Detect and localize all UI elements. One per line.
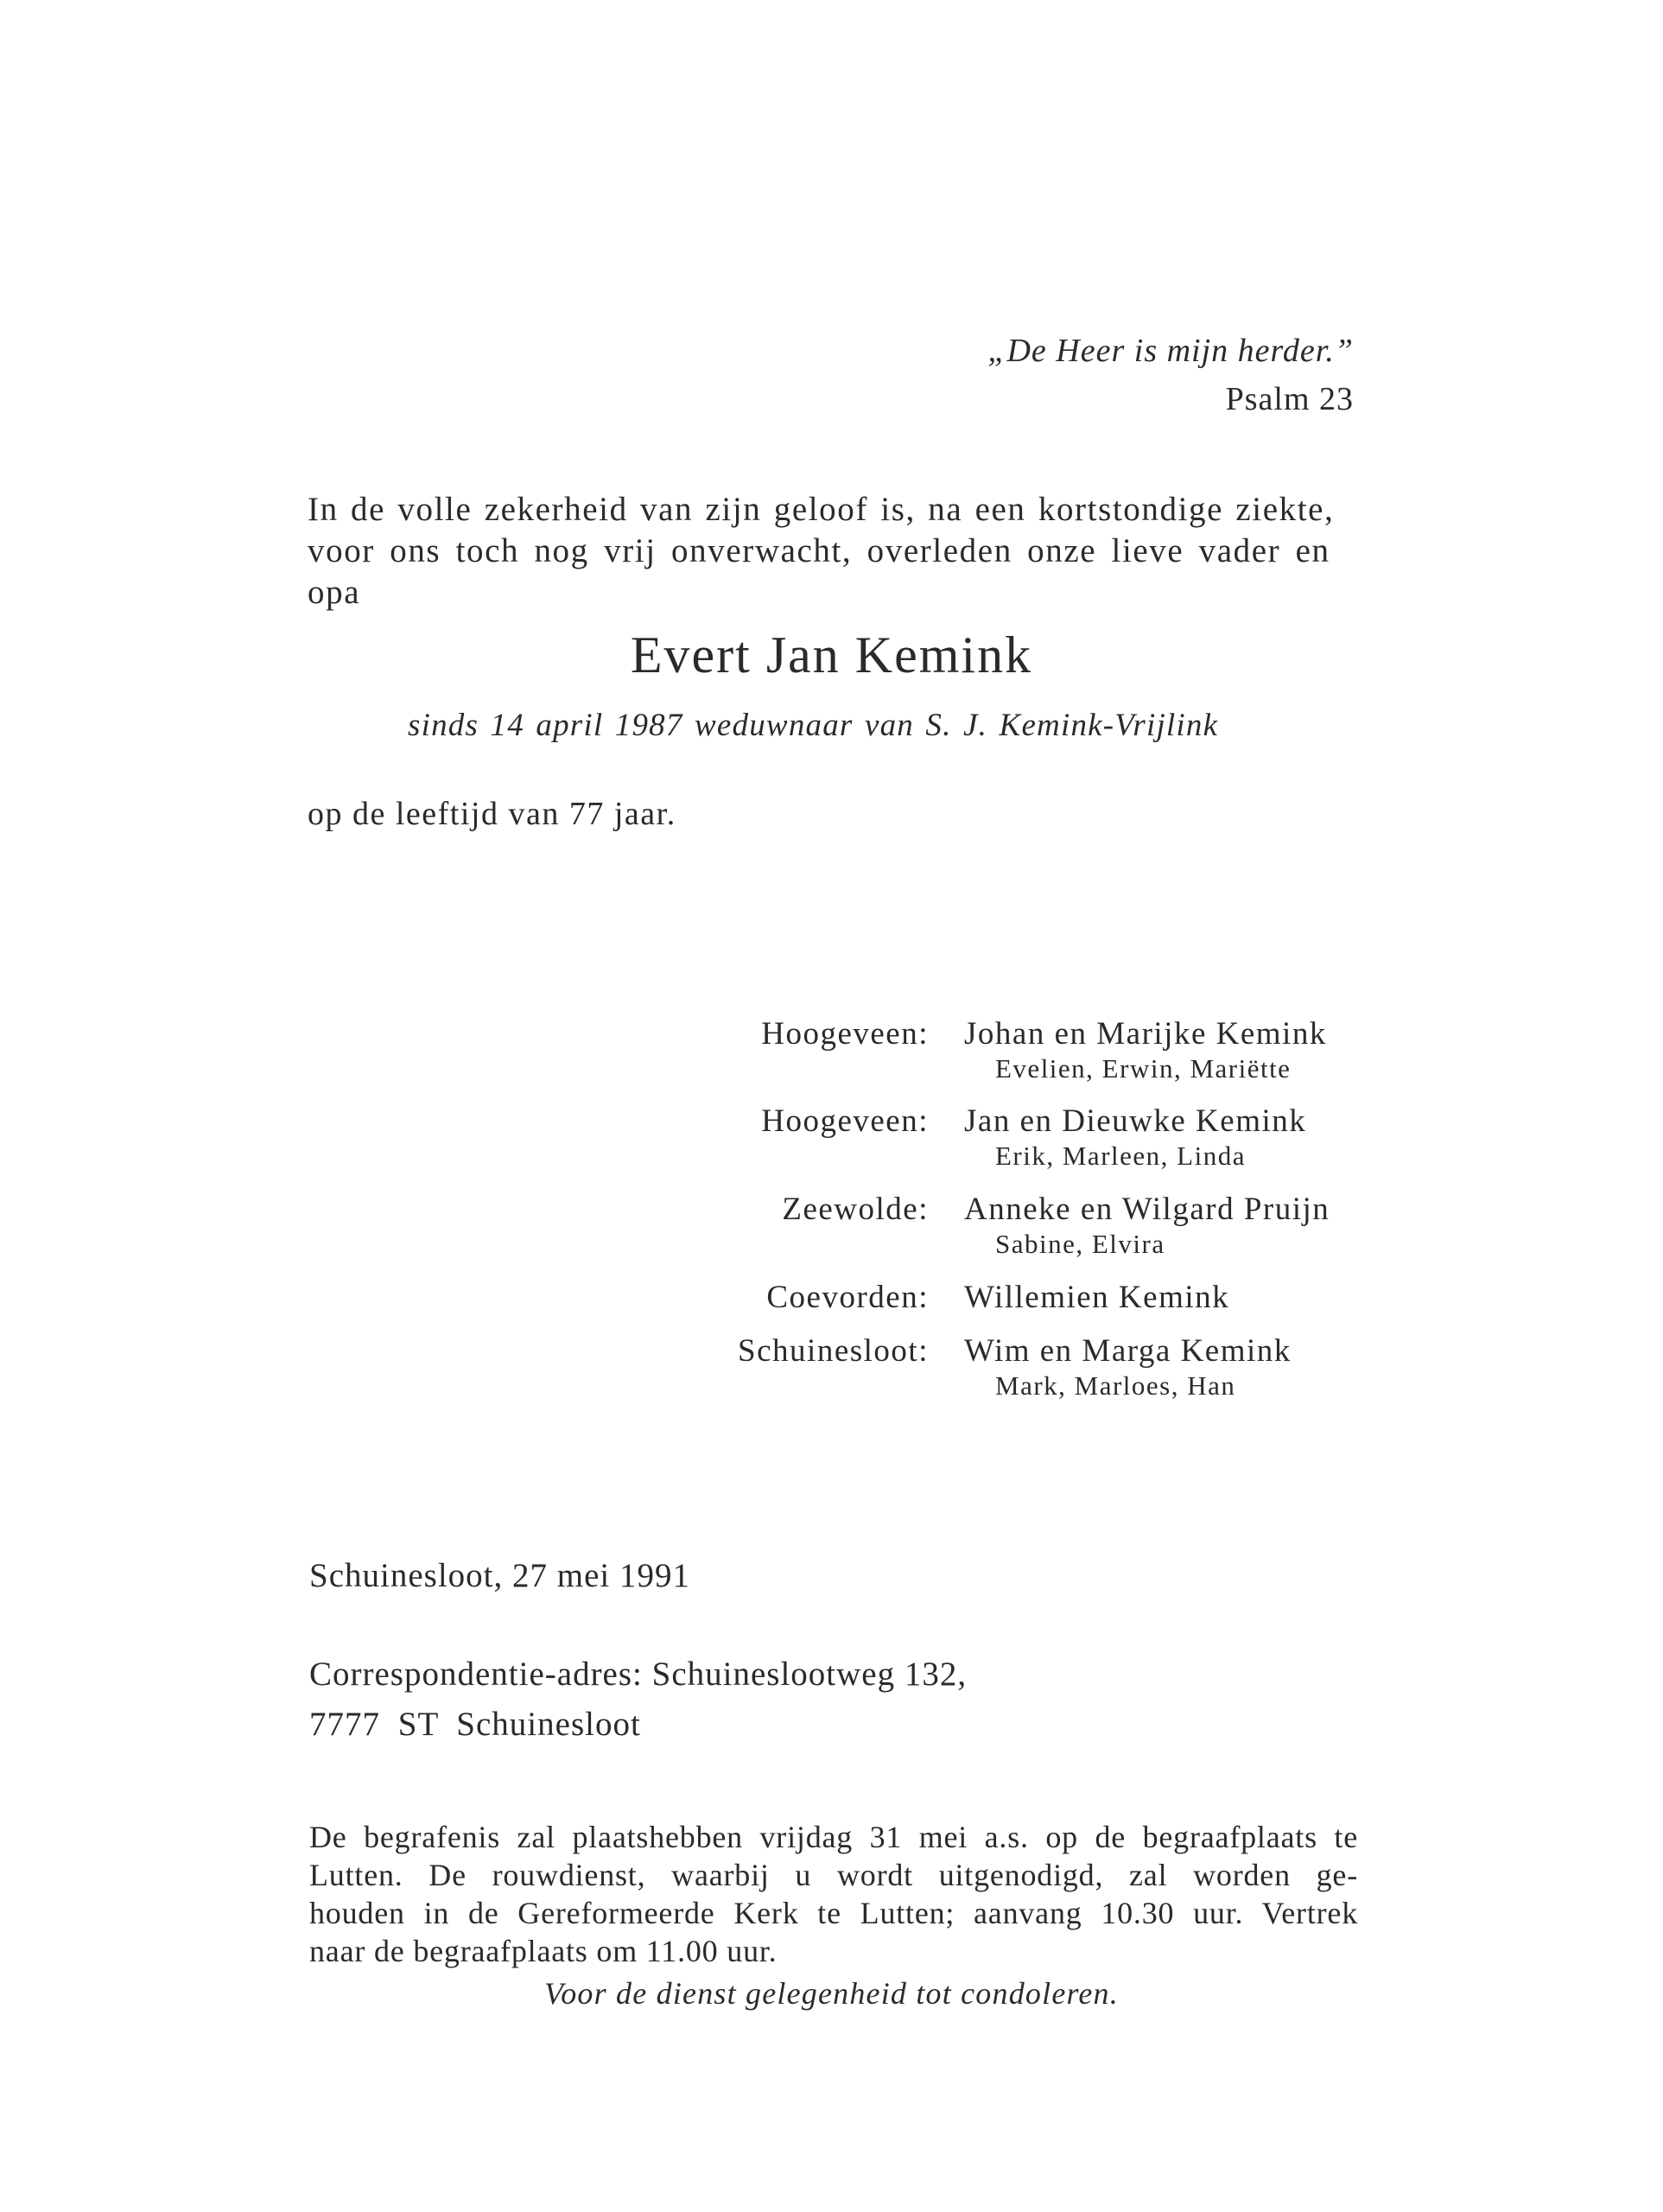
deceased-name: Evert Jan Kemink	[630, 626, 1033, 683]
funeral-line-1: De begrafenis zal plaatshebben vrijdag 31 mei a.s. op de begraafplaats te	[309, 1820, 1358, 1854]
family-row	[0, 1015, 1663, 1084]
family-names: Wim en Marga Kemink	[964, 1333, 1292, 1369]
family-place: Schuinesloot:	[738, 1333, 929, 1369]
family-names: Willemien Kemink	[964, 1280, 1230, 1315]
family-place: Hoogeveen:	[761, 1016, 929, 1052]
family-list	[0, 1015, 1663, 1430]
family-children: Evelien, Erwin, Mariëtte	[995, 1053, 1292, 1084]
bible-reference: Psalm 23	[1225, 381, 1354, 417]
family-row	[0, 1332, 1663, 1402]
family-place: Zeewolde:	[782, 1192, 929, 1227]
funeral-details	[309, 1818, 1358, 1970]
correspondence-address	[309, 1649, 967, 1750]
family-place: Hoogeveen:	[761, 1103, 929, 1139]
intro-line-2: voor ons toch nog vrij onverwacht, overleden onze lieve vader en	[308, 532, 1330, 569]
family-names: Johan en Marijke Kemink	[964, 1016, 1327, 1052]
funeral-line-2: Lutten. De rouwdienst, waarbij u wordt uitgenodigd, zal worden ge-	[309, 1858, 1358, 1892]
family-place: Coevorden:	[766, 1280, 929, 1315]
funeral-line-4: naar de begraafplaats om 11.00 uur.	[309, 1934, 778, 1968]
intro-line-3: opa	[308, 574, 361, 611]
family-children: Erik, Marleen, Linda	[995, 1141, 1246, 1171]
announcement-intro	[308, 489, 1334, 613]
family-children: Mark, Marloes, Han	[995, 1370, 1236, 1401]
place-date-line: Schuinesloot, 27 mei 1991	[309, 1557, 690, 1594]
family-names: Anneke en Wilgard Pruijn	[964, 1192, 1330, 1227]
family-row	[0, 1103, 1663, 1172]
funeral-line-3: houden in de Gereformeerde Kerk te Lutten; aanvang 10.30 uur. Vertrek	[309, 1896, 1358, 1930]
address-line-2: 7777 ST Schuinesloot	[309, 1706, 641, 1743]
family-names: Jan en Dieuwke Kemink	[964, 1103, 1307, 1139]
bible-quote: „De Heer is mijn herder.”	[987, 333, 1354, 369]
address-line-1: Correspondentie-adres: Schuineslootweg 132,	[309, 1656, 968, 1693]
family-children: Sabine, Elvira	[995, 1229, 1165, 1259]
age-line: op de leeftijd van 77 jaar.	[308, 796, 676, 832]
widow-line: sinds 14 april 1987 weduwnaar van S. J. Kemink-Vrijlink	[408, 708, 1219, 743]
family-row	[0, 1191, 1663, 1260]
intro-line-1: In de volle zekerheid van zijn geloof is, na een kortstondige ziekte,	[308, 491, 1335, 528]
condolence-note: Voor de dienst gelegenheid tot condoleren.	[544, 1976, 1119, 2011]
